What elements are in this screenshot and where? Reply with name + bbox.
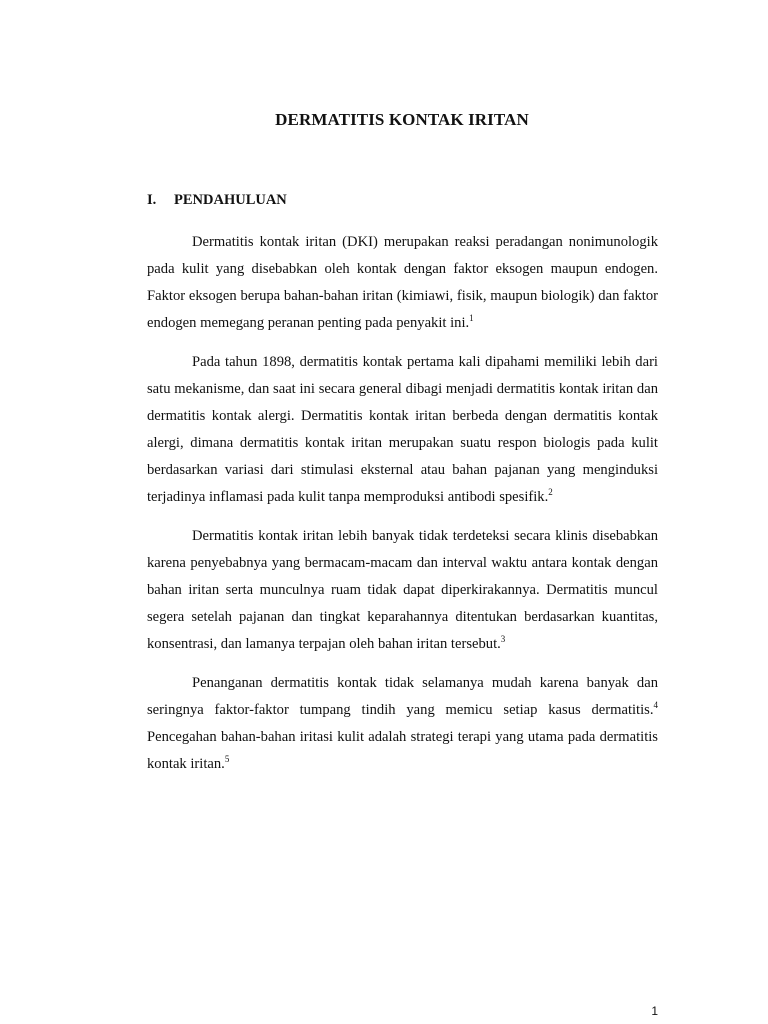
paragraph — [147, 523, 658, 658]
paragraph-text: Pada tahun 1898, dermatitis kontak pertama kali dipahami memiliki lebih dari satu mekanisme, dan saat ini secara general dibagi menjadi dermatitis kontak iritan dan dermatitis kontak alergi. Dermatitis kontak iritan berbeda dengan dermatitis kontak alergi, dimana dermatitis kontak iritan merupakan suatu respon biologis pada kulit berdasarkan variasi dari stimulasi eksternal atau bahan pajanan yang menginduksi terjadinya inflamasi pada kulit tanpa memproduksi antibodi spesifik. — [147, 354, 658, 505]
document-title: DERMATITIS KONTAK IRITAN — [275, 110, 529, 129]
section-number: I. — [147, 192, 157, 208]
paragraph-text: Penanganan dermatitis kontak tidak selamanya mudah karena banyak dan seringnya faktor-faktor tumpang tindih yang memicu setiap kasus dermatitis. — [147, 675, 658, 718]
footnote-ref: 2 — [548, 487, 553, 497]
paragraph — [147, 670, 658, 778]
section-heading — [147, 192, 287, 209]
paragraph — [147, 229, 658, 337]
paragraph — [147, 349, 658, 511]
footnote-ref: 4 — [653, 700, 658, 710]
footnote-ref: 5 — [224, 754, 230, 764]
section-title: PENDAHULUAN — [174, 192, 287, 208]
paragraph-text: Dermatitis kontak iritan (DKI) merupakan reaksi peradangan nonimunologik pada kulit yang disebabkan oleh kontak dengan faktor eksogen maupun endogen. Faktor eksogen berupa bahan-bahan iritan (kimiawi, fisik, maupun biologik) dan faktor endogen memegang peranan penting pada penyakit ini. — [147, 234, 658, 331]
footnote-ref: 3 — [500, 634, 506, 644]
paragraph-text: Dermatitis kontak iritan lebih banyak tidak terdeteksi secara klinis disebabkan karena penyebabnya yang bermacam-macam dan interval waktu antara kontak dengan bahan iritan serta munculnya ruam tidak dapat diperkirakannya. Dermatitis muncul segera setelah pajanan dan tingkat keparahannya ditentukan berdasarkan kuantitas, konsentrasi, dan lamanya terpajan oleh bahan iritan tersebut. — [147, 528, 658, 652]
page-number: 1 — [651, 1004, 658, 1018]
body-text — [147, 229, 658, 790]
paragraph-text: Pencegahan bahan-bahan iritasi kulit adalah strategi terapi yang utama pada dermatitis kontak iritan. — [147, 729, 658, 772]
footnote-ref: 1 — [469, 313, 474, 323]
